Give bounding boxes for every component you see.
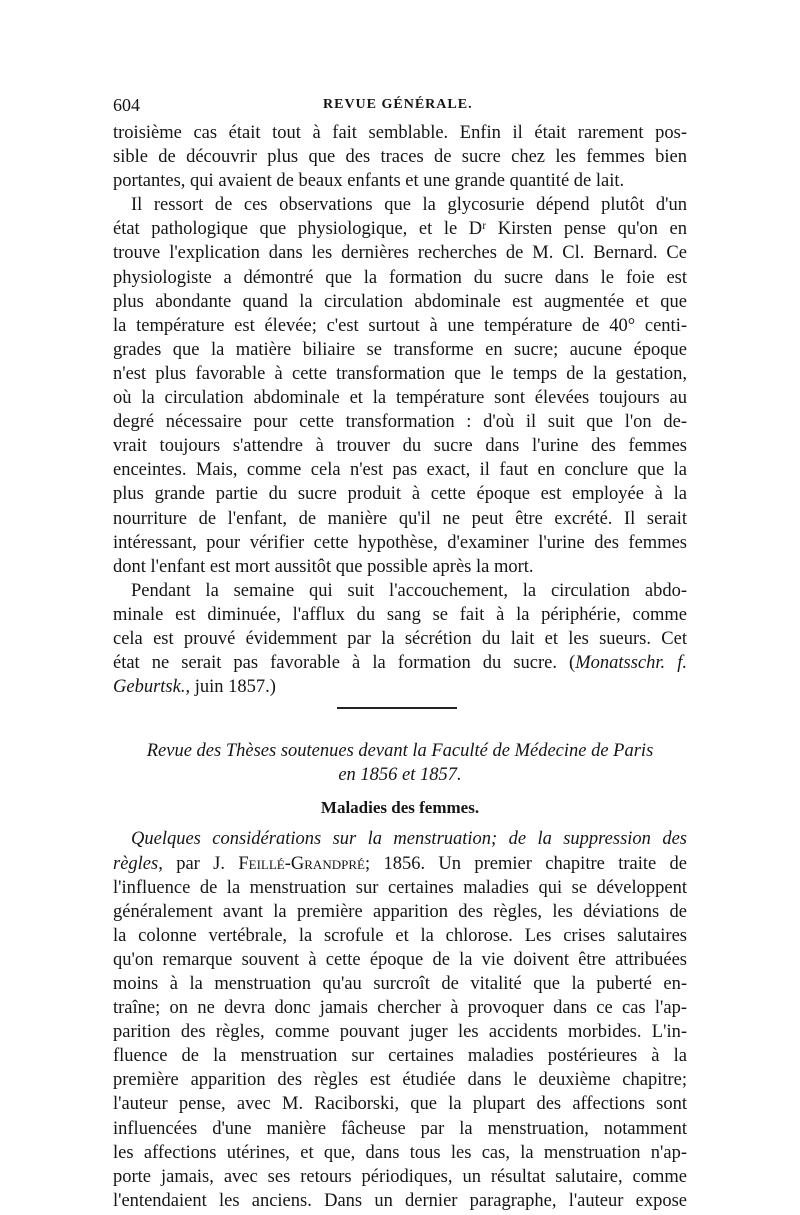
text-line: portantes, qui avaient de beaux enfants et une grande quantité de lait. (113, 171, 625, 192)
text-line: dont l'enfant est mort aussitôt que possible après la mort. (113, 556, 534, 577)
text-line: moins à la menstruation qu'au surcroît de vitalité que la puberté en- (113, 974, 687, 994)
author-prefix: par J. (162, 853, 239, 874)
text-line: porte jamais, avec ses retours périodiques, un résultat salutaire, comme (113, 1166, 687, 1187)
text-line: état pathologique que physiologique, et le Dʳ Kirsten pense qu'on en (113, 219, 687, 240)
page-number: 604 (113, 95, 140, 115)
citation-date: , juin 1857.) (185, 677, 276, 698)
text-line: minale est diminuée, l'afflux du sang se fait à la périphérie, comme (113, 604, 687, 625)
running-head (113, 95, 687, 121)
text-line: parition des règles, comme pouvant juger les accidents morbides. L'in- (113, 1022, 687, 1043)
citation-journal: Monatsschr. f. (575, 653, 687, 674)
text-line: troisième cas était tout à fait semblable. Enfin il était rarement pos- (113, 123, 687, 143)
text-line: physiologiste a démontré que la formation du sucre dans le foie est (113, 267, 687, 288)
text-line: la température est élevée; c'est surtout à une température de 40° centi- (113, 315, 687, 336)
text-line: sible de découvrir plus que des traces de sucre chez les femmes bien (113, 147, 687, 168)
text-line (113, 675, 687, 699)
text-line: l'influence de la menstruation sur certaines maladies qui se développent (113, 877, 687, 898)
text-line: Pendant la semaine qui suit l'accouchement, la circulation abdo- (131, 580, 687, 601)
text-line (113, 852, 687, 876)
text-fragment: ; 1856. Un premier chapitre traite de (364, 853, 687, 874)
text-line: degré nécessaire pour cette transformation : d'où il suit que l'on de- (113, 412, 687, 433)
entry-title-end: règles, (113, 853, 163, 874)
section-title (113, 739, 687, 787)
section-divider (337, 707, 457, 709)
paragraph-2 (113, 193, 687, 579)
text-fragment: état ne serait pas favorable à la formation du sucre. ( (113, 653, 576, 674)
text-line: n'est plus favorable à cette transformation que le temps de la gestation, (113, 363, 687, 384)
subheading: Maladies des femmes. (320, 798, 480, 818)
text-line: Il ressort de ces observations que la glycosurie dépend plutôt d'un (131, 195, 687, 216)
paragraph-1 (113, 121, 687, 193)
text-line: influencées d'une manière fâcheuse par la menstruation, notamment (113, 1118, 687, 1139)
paragraph-3 (113, 579, 687, 699)
text-line: trouve l'explication dans les dernières recherches de M. Cl. Bernard. Ce (113, 243, 687, 264)
text-line: enceintes. Mais, comme cela n'est pas exact, il faut en conclure que la (113, 460, 687, 481)
text-line: première apparition des règles est étudiée dans le deuxième chapitre; (113, 1070, 687, 1091)
text-line: l'entendaient les anciens. Dans un dernier paragraphe, l'auteur expose (113, 1190, 687, 1211)
text-line: la colonne vertébrale, la scrofule et la chlorose. Les crises salutaires (113, 925, 687, 946)
text-line: cela est prouvé évidemment par la sécrétion du lait et les sueurs. Cet (113, 628, 687, 649)
text-line (113, 651, 687, 675)
section-title-line-2: en 1856 et 1857. (338, 765, 462, 786)
text-line: traîne; on ne devra donc jamais chercher à provoquer dans ce cas l'ap- (113, 998, 687, 1019)
text-line: où la circulation abdominale et la température sont élevées toujours au (113, 388, 687, 409)
text-line: vrait toujours s'attendre à trouver du sucre dans l'urine des femmes (113, 436, 687, 457)
text-line: fluence de la menstruation sur certaines maladies postérieures à la (113, 1046, 687, 1067)
entry-1 (113, 827, 687, 1213)
entry-title: Quelques considérations sur la menstruation; de la suppression des (131, 829, 687, 850)
text-line: nourriture de l'enfant, de manière qu'il ne peut être excrété. Il serait (113, 508, 687, 529)
text-line: qu'on remarque souvent à cette époque de la vie doivent être attribuées (113, 949, 687, 970)
text-line: plus abondante quand la circulation abdominale est augmentée et que (113, 291, 687, 312)
text-line: généralement avant la première apparition des règles, les déviations de (113, 901, 687, 922)
entry-author: Feillé-Grandpré (238, 853, 365, 874)
text-line: les affections utérines, et que, dans tous les cas, la menstruation n'ap- (113, 1142, 687, 1163)
citation-journal-cont: Geburtsk. (113, 677, 186, 698)
section-title-line-1: Revue des Thèses soutenues devant la Faculté de Médecine de Paris (146, 741, 654, 762)
text-line: intéressant, pour vérifier cette hypothèse, d'examiner l'urine des femmes (113, 532, 687, 553)
text-line: grades que la matière biliaire se transforme en sucre; aucune époque (113, 339, 687, 360)
text-line: l'auteur pense, avec M. Raciborski, que la plupart des affections sont (113, 1094, 687, 1115)
text-line: plus grande partie du sucre produit à cette époque est employée à la (113, 484, 687, 505)
journal-page (113, 95, 687, 1213)
running-title: REVUE GÉNÉRALE. (323, 97, 473, 112)
